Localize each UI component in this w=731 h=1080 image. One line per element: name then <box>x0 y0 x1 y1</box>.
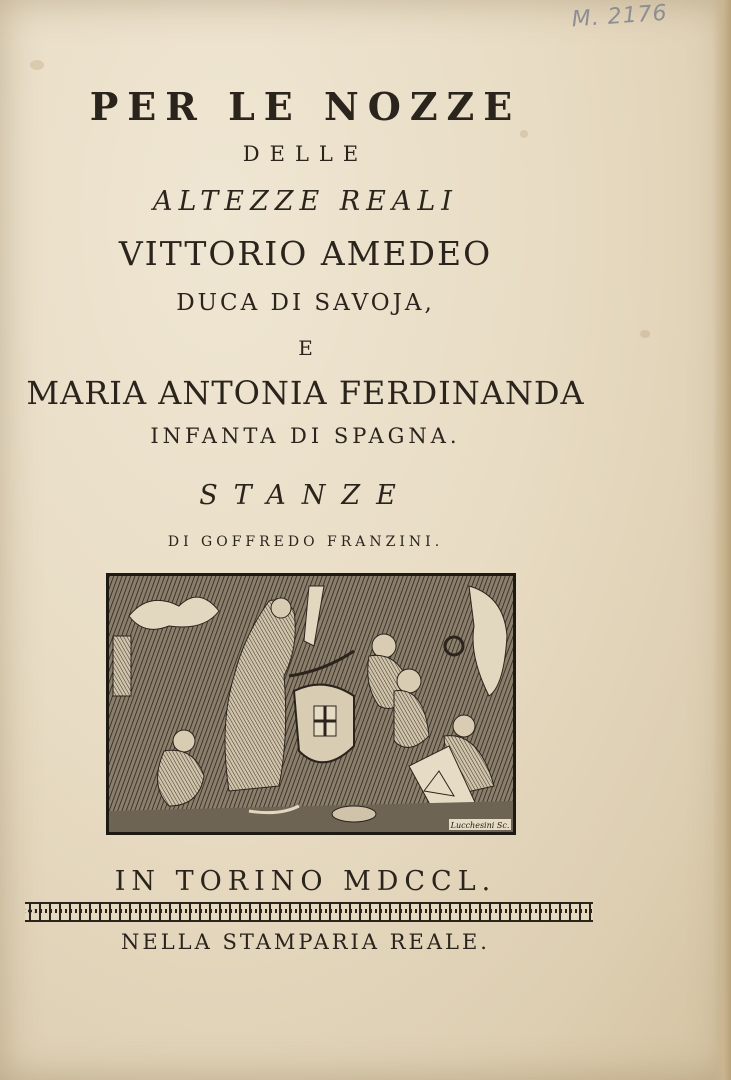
woodcut-vignette <box>106 573 516 835</box>
title-line-7: MARIA ANTONIA FERDINANDA <box>26 374 585 412</box>
title-line-4: VITTORIO AMEDEO <box>118 234 493 273</box>
paper-edge <box>713 0 731 1080</box>
typographic-ornament-rule <box>25 902 593 922</box>
allegorical-scene-image <box>109 576 513 832</box>
title-line-3: ALTEZZE REALI <box>153 186 458 217</box>
imprint-printer: NELLA STAMPARIA REALE. <box>121 930 490 954</box>
engraver-signature: Lucchesini Sc. <box>450 821 510 830</box>
foxing-spot <box>520 130 528 138</box>
title-line-5: DUCA DI SAVOJA, <box>176 290 435 316</box>
title-line-2: DELLE <box>242 142 369 166</box>
imprint-place-date: IN TORINO MDCCL. <box>114 866 497 897</box>
genre-heading: STANZE <box>199 480 412 511</box>
title-line-8: INFANTA DI SPAGNA. <box>150 424 461 448</box>
author-line: DI GOFFREDO FRANZINI. <box>167 534 444 550</box>
title-line-6: E <box>298 336 313 360</box>
title-line-1: PER LE NOZZE <box>89 84 522 129</box>
shelfmark-note: M. 2176 <box>570 0 669 33</box>
foxing-spot <box>30 60 44 70</box>
